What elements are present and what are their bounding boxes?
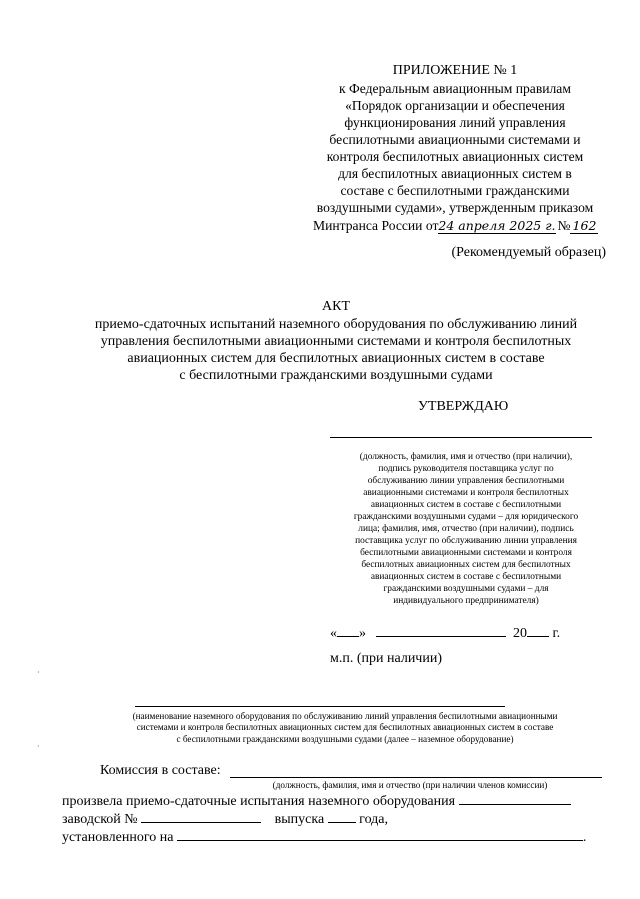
- appendix-text-line: беспилотными авиационными системами и: [329, 132, 581, 147]
- commission-caption: (должность, фамилия, имя и отчество (при наличии членов комиссии): [272, 780, 548, 790]
- commission-label: Комиссия в составе:: [100, 763, 221, 778]
- installed-on-field[interactable]: [177, 828, 583, 841]
- sample-note: (Рекомендуемый образец): [451, 245, 606, 260]
- appendix-text-line: для беспилотных авиационных систем в: [338, 166, 572, 181]
- release-label: выпуска: [274, 812, 325, 827]
- approver-caption-line: обслуживанию линии управления беспилотными: [367, 476, 565, 486]
- tests-text: произвела приемо-сдаточные испытания наземного оборудования: [62, 794, 456, 809]
- appendix-text-line: «Порядок организации и обеспечения: [345, 98, 565, 113]
- month-field[interactable]: [376, 624, 506, 637]
- act-title: [40, 316, 632, 384]
- approve-label: УТВЕРЖДАЮ: [418, 399, 509, 414]
- appendix-text-line: составе с беспилотными гражданскими: [340, 183, 570, 198]
- equipment-caption: [60, 711, 630, 745]
- approver-caption-line: (должность, фамилия, имя и отчество (при наличии),: [359, 452, 573, 462]
- approver-caption-line: гражданскими воздушными судами – для юридического: [353, 512, 579, 522]
- approver-caption: [330, 451, 602, 607]
- appendix-text-line: функционирования линий управления: [344, 115, 566, 130]
- act-title-line: авиационных систем для беспилотных авиационных систем в составе: [127, 351, 545, 366]
- scan-speck: ·: [37, 742, 40, 751]
- scan-speck: ·: [37, 668, 40, 677]
- equipment-name-line[interactable]: [135, 706, 505, 707]
- serial-line: [62, 810, 388, 828]
- approver-caption-line: подпись руководителя поставщика услуг по: [378, 464, 554, 474]
- act-title-line: управления беспилотными авиационными системами и контроля беспилотных: [100, 334, 572, 349]
- day-field[interactable]: [337, 624, 359, 637]
- tests-line: [62, 792, 571, 810]
- approver-caption-line: индивидуального предпринимателя): [393, 596, 539, 606]
- approver-caption-line: беспилотных авиационных систем для беспилотных: [361, 560, 571, 570]
- serial-label: заводской №: [62, 812, 138, 827]
- equipment-caption-line: (наименование наземного оборудования по обслуживанию линий управления беспилотными авиационными: [132, 711, 558, 721]
- act-title-line: с беспилотными гражданскими воздушными судами: [179, 368, 493, 383]
- approver-caption-line: авиационных систем в составе с беспилотными: [370, 500, 562, 510]
- appendix-text: [300, 80, 610, 216]
- installed-label: установленного на: [62, 830, 174, 845]
- order-number-handwritten: 162: [570, 219, 598, 234]
- order-number-label: №: [557, 218, 571, 233]
- act-title-line: приемо-сдаточных испытаний наземного оборудования по обслуживанию линий: [94, 317, 578, 332]
- appendix-text-line: воздушными судами», утвержденным приказом: [316, 200, 594, 215]
- quote-close: »: [359, 626, 366, 641]
- approver-caption-line: гражданскими воздушными судами – для: [383, 584, 549, 594]
- appendix-title: ПРИЛОЖЕНИЕ № 1: [392, 63, 518, 78]
- year-field[interactable]: [527, 624, 549, 637]
- equipment-caption-line: с беспилотными гражданскими воздушными судами (далее – наземное оборудование): [176, 733, 514, 744]
- approver-caption-line: поставщика услуг по обслуживанию линии управления: [355, 536, 577, 546]
- act-heading: АКТ: [322, 299, 350, 314]
- approver-caption-line: авиационных систем в составе с беспилотными: [370, 572, 562, 582]
- appendix-text-line: к Федеральным авиационным правилам: [339, 81, 571, 96]
- year-label: года,: [359, 812, 388, 827]
- order-date-handwritten: 24 апреля 2025 г.: [438, 218, 556, 233]
- commission-members-line[interactable]: [230, 777, 602, 778]
- approver-caption-line: авиационными системами и контроля беспилотных: [363, 488, 569, 498]
- serial-number-field[interactable]: [141, 810, 261, 823]
- tests-extra-field[interactable]: [459, 792, 571, 805]
- approval-date-line: [330, 624, 630, 642]
- approver-signature-line: [330, 437, 592, 438]
- quote-open: «: [330, 626, 337, 641]
- approver-caption-line: беспилотными авиационными системами и контроля: [360, 548, 572, 558]
- equipment-caption-line: системами и контроля беспилотных авиационных систем для беспилотных авиационных систем в составе: [136, 722, 554, 733]
- approver-caption-line: лица; фамилия, имя, отчество (при наличии), подпись: [358, 524, 574, 534]
- seal-note: м.п. (при наличии): [330, 651, 442, 666]
- order-prefix: Минтранса России от: [313, 218, 439, 233]
- release-year-field[interactable]: [328, 810, 356, 823]
- installed-line: установленного на .: [62, 830, 587, 845]
- year-prefix: 20: [513, 626, 527, 641]
- approval-order-line: [313, 217, 623, 234]
- year-suffix: г.: [552, 626, 561, 641]
- appendix-text-line: контроля беспилотных авиационных систем: [326, 149, 584, 164]
